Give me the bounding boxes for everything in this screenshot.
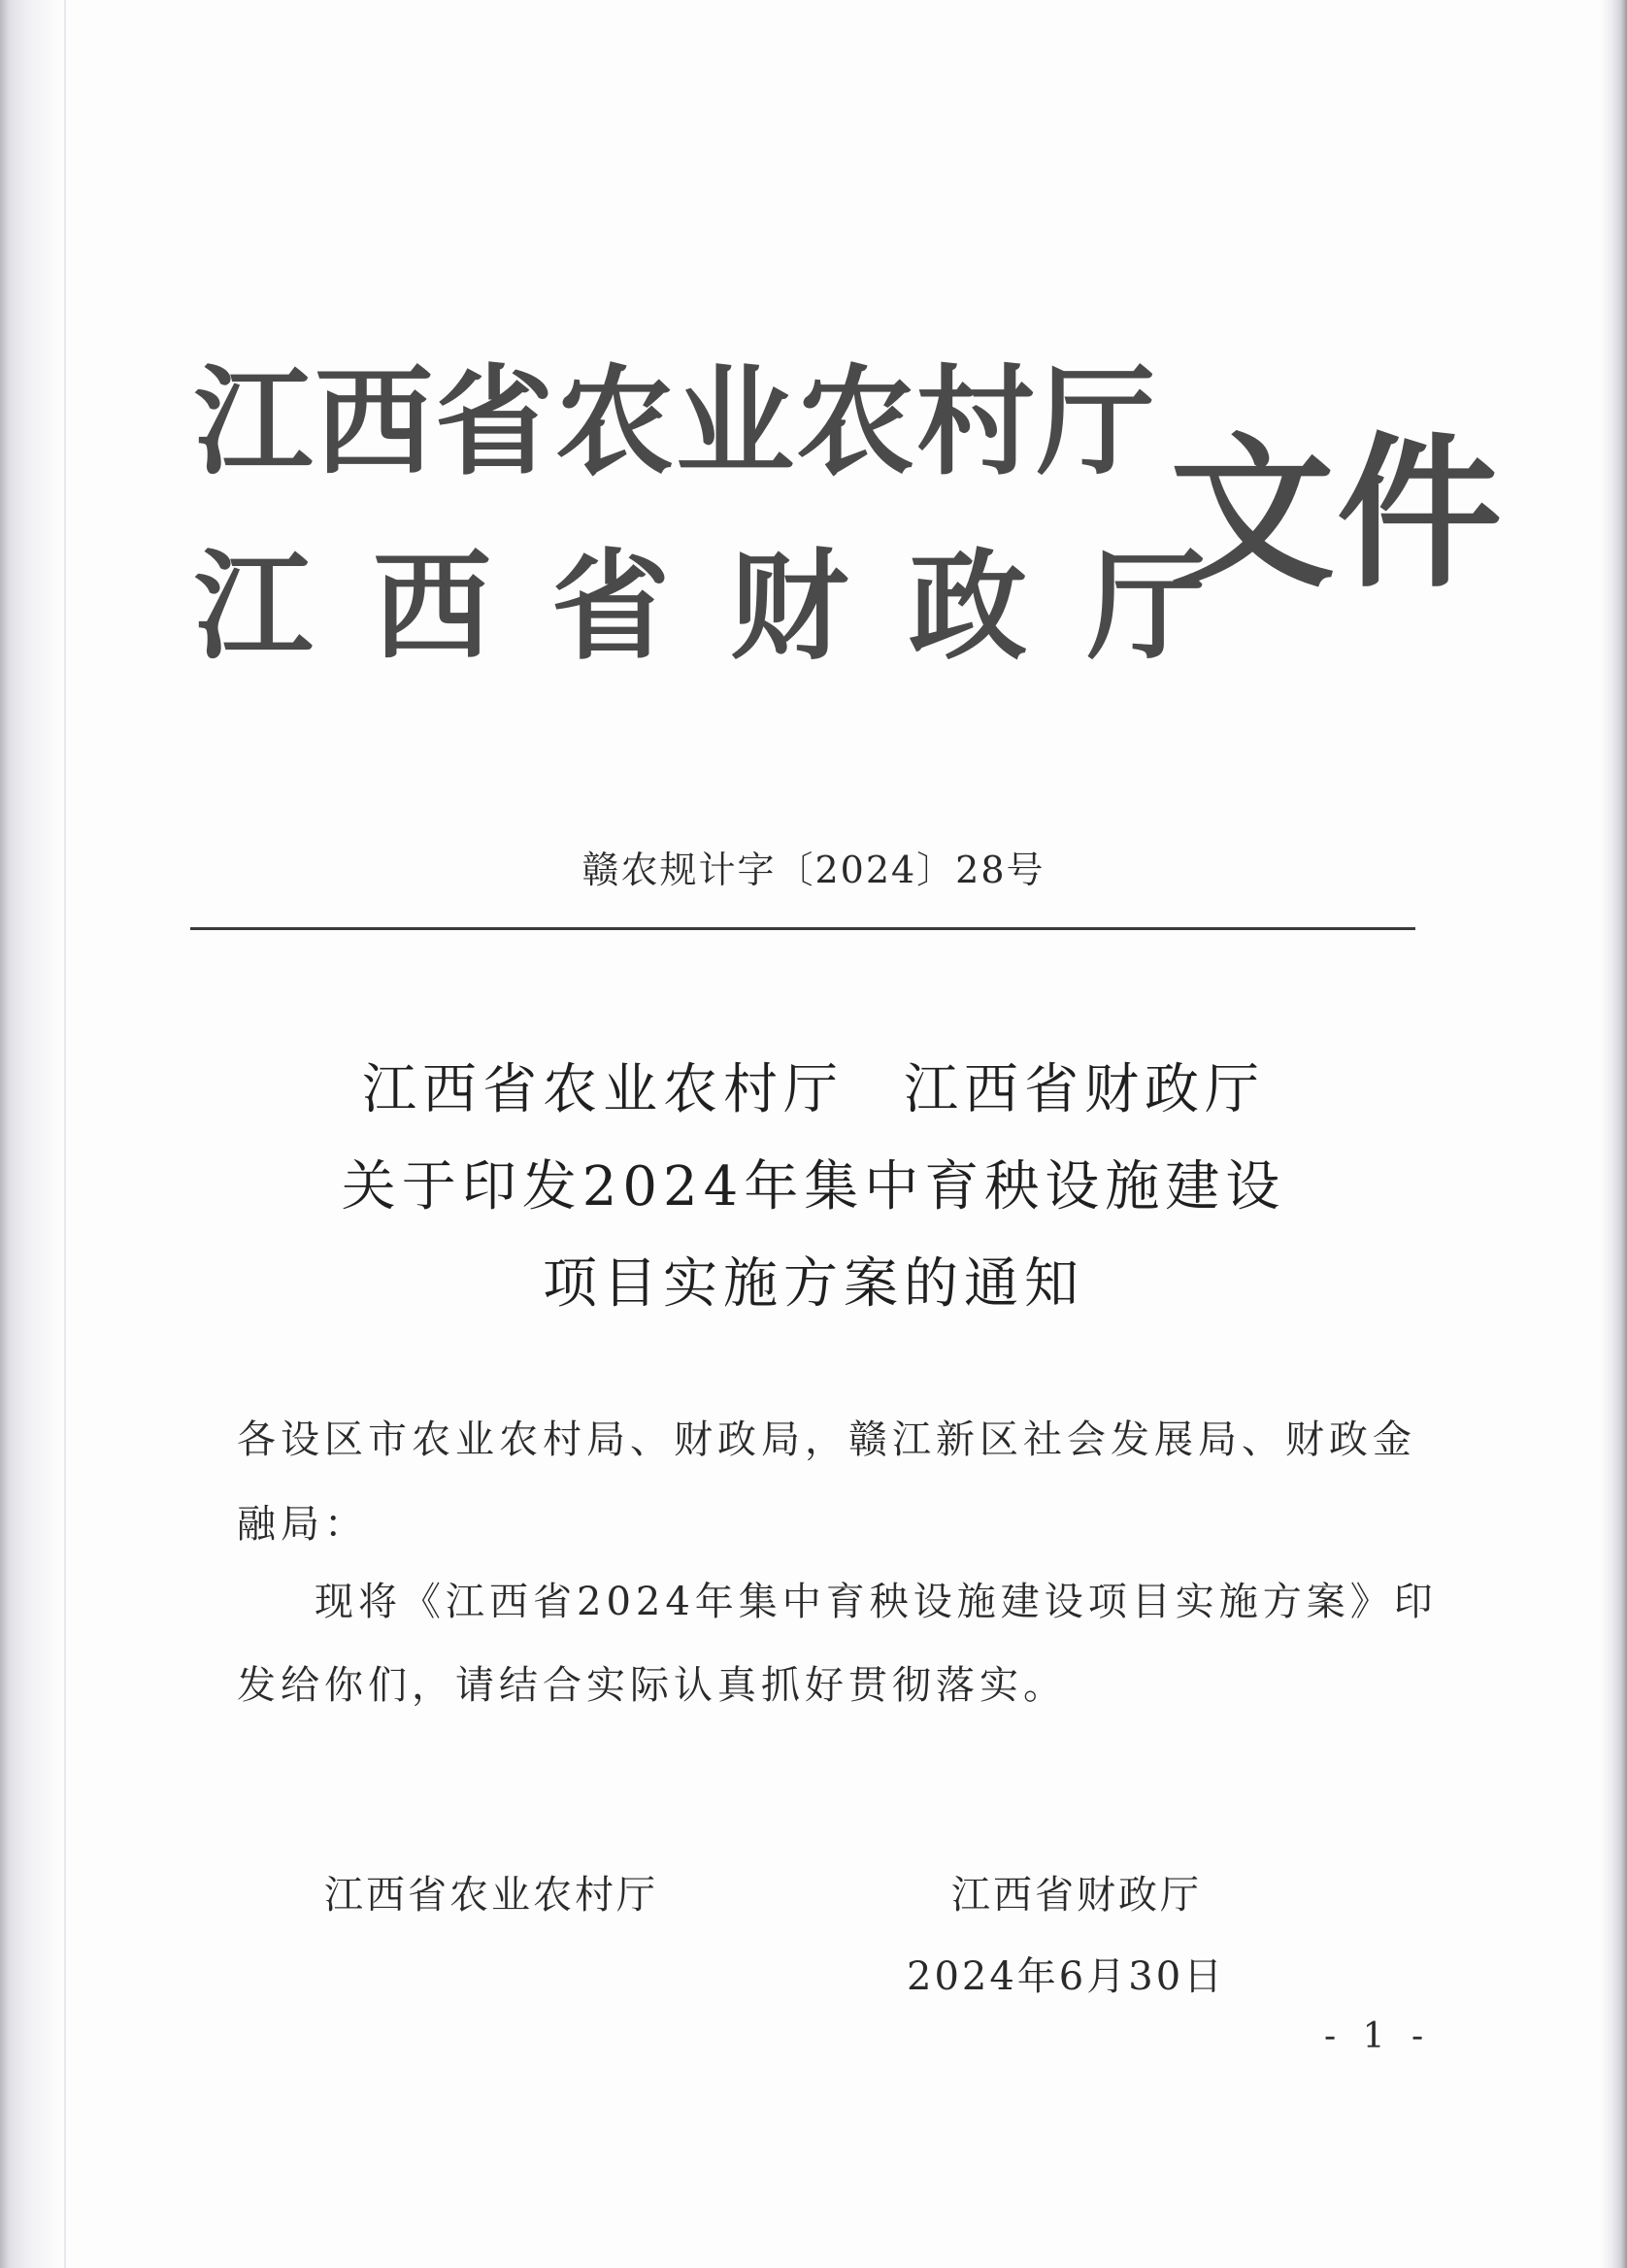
recipient-line-1: 各设区市农业农村局、财政局，赣江新区社会发展局、财政金 — [237, 1418, 1416, 1462]
masthead-doc-type: 文件 — [1170, 418, 1505, 611]
signature-date: 2024年6月30日 — [907, 1954, 1226, 1999]
signature-issuer-1: 江西省农业农村厅 — [324, 1873, 658, 1918]
header-divider — [190, 927, 1415, 930]
masthead-org-1: 江西省农业农村厅 — [194, 353, 1157, 491]
paragraph-line-2: 发给你们，请结合实际认真抓好贯彻落实。 — [237, 1663, 1067, 1708]
title-line-3: 项目实施方案的通知 — [543, 1252, 1084, 1316]
masthead-org-2: 江西省财政厅 — [194, 538, 1266, 676]
masthead — [194, 340, 1505, 718]
page-number: - 1 - — [1324, 2017, 1432, 2056]
scan-edge-line — [64, 0, 66, 2268]
signature-issuer-2: 江西省财政厅 — [951, 1873, 1202, 1918]
document-number: 赣农规计字〔2024〕28号 — [581, 849, 1046, 891]
recipient-line-2: 融局： — [237, 1502, 368, 1547]
paragraph-line-1: 现将《江西省2024年集中育秧设施建设项目实施方案》印 — [315, 1580, 1438, 1624]
scan-edge-right — [1600, 0, 1627, 2268]
title-line-2: 关于印发2024年集中育秧设施建设 — [341, 1155, 1286, 1218]
scan-edge-left — [0, 0, 62, 2268]
title-line-1: 江西省农业农村厅 江西省财政厅 — [362, 1058, 1265, 1121]
